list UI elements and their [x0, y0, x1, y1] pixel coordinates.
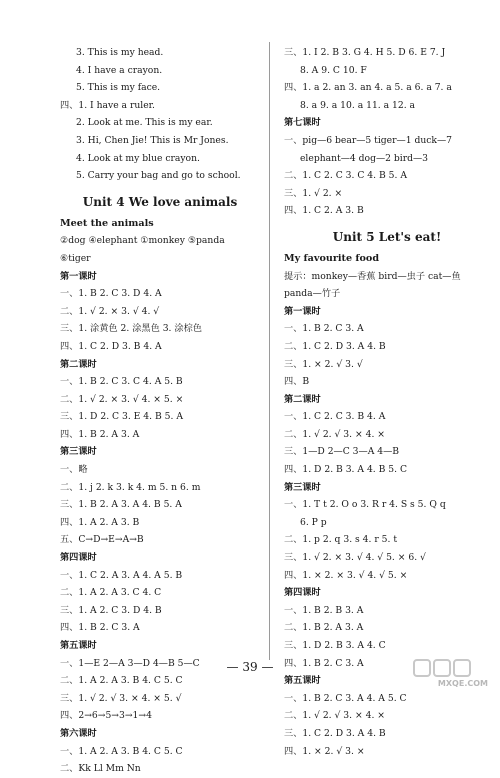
right-column — [284, 44, 490, 760]
answer-line: elephant—4 dog—2 bird—3 — [300, 152, 429, 164]
answer-line: 三、1—D 2—C 3—A 4—B — [284, 446, 400, 458]
lesson-heading: 第七课时 — [284, 117, 321, 129]
answer-line: 四、1. A 2. A 3. B — [60, 516, 140, 528]
answer-line: 四、B — [284, 376, 310, 388]
lesson-heading: 第三课时 — [60, 446, 97, 458]
answer-line: 二、1. j 2. k 3. k 4. m 5. n 6. m — [60, 481, 201, 493]
answer-line: 二、1. √ 2. × 3. √ 4. √ — [60, 305, 160, 317]
answer-line: 二、1. √ 2. √ 3. × 4. × — [284, 710, 385, 722]
answer-line: 三、1. × 2. √ 3. √ — [284, 358, 363, 370]
lesson-heading: 第二课时 — [60, 358, 97, 370]
lesson-heading: 第四课时 — [284, 587, 321, 599]
answer-line: 三、1. I 2. B 3. G 4. H 5. D 6. E 7. J — [284, 47, 446, 58]
answer-line: 8. a 9. a 10. a 11. a 12. a — [300, 99, 416, 111]
answer-line: 四、1. B 2. A 3. A — [60, 428, 140, 440]
unit-4-title: Unit 4 We love animals — [82, 194, 238, 209]
answer-line: 四、1. C 2. D 3. B 4. A — [60, 340, 162, 352]
answer-line: 一、1. B 2. B 3. A — [284, 604, 364, 616]
lesson-heading: 第三课时 — [284, 481, 321, 493]
lesson-heading: 第一课时 — [60, 270, 97, 282]
answer-line: 四、1. B 2. C 3. A — [60, 622, 140, 634]
answer-line: 一、1. A 2. A 3. B 4. C 5. C — [60, 745, 183, 757]
answer-line: 三、1. D 2. C 3. E 4. B 5. A — [60, 411, 183, 423]
answer-line: 3. This is my head. — [76, 47, 164, 58]
lesson-heading: 第五课时 — [60, 640, 97, 651]
lesson-heading: 第四课时 — [60, 552, 97, 564]
answer-line: 一、1—E 2—A 3—D 4—B 5—C — [60, 657, 200, 669]
lesson-heading: 第一课时 — [284, 305, 321, 317]
answer-line: ⑥tiger — [60, 252, 91, 264]
answer-line: 四、2→6→5→3→1→4 — [60, 710, 152, 722]
lesson-heading: 第五课时 — [284, 675, 321, 687]
answer-line: 二、1. A 2. A 3. C 4. C — [60, 587, 162, 599]
answer-line: 一、1. T t 2. O o 3. R r 4. S s 5. Q q — [284, 499, 446, 511]
answer-line: panda—竹子 — [284, 288, 341, 300]
answer-line: 4. Look at my blue crayon. — [76, 152, 200, 164]
answer-line: 一、略 — [60, 464, 88, 476]
answer-line: 二、1. √ 2. √ 3. × 4. × — [284, 428, 385, 440]
column-divider — [269, 42, 270, 660]
answer-line: 一、1. B 2. C 3. A 4. A 5. C — [284, 692, 407, 704]
answer-line: 一、pig—6 bear—5 tiger—1 duck—7 — [284, 134, 453, 146]
watermark-logo — [402, 658, 492, 688]
answer-line: 提示：monkey—香蕉 bird—虫子 cat—鱼 — [284, 270, 461, 282]
answer-line: 三、1. D 2. B 3. A 4. C — [284, 640, 386, 651]
answer-line: 3. Hi, Chen Jie! This is Mr Jones. — [76, 134, 229, 146]
watermark-text: MXQE.COM — [437, 679, 488, 688]
answer-line: 四、1. C 2. A 3. B — [284, 205, 364, 217]
answer-line: 二、1. A 2. A 3. B 4. C 5. C — [60, 675, 183, 687]
answer-line: 4. I have a crayon. — [76, 64, 163, 76]
answer-line: ②dog ④elephant ①monkey ⑤panda — [60, 235, 225, 247]
answer-line: 三、1. 涂黄色 2. 涂黑色 3. 涂棕色 — [60, 323, 202, 335]
answer-line: 二、1. C 2. C 3. C 4. B 5. A — [284, 170, 407, 182]
answer-line: 三、1. B 2. A 3. A 4. B 5. A — [60, 499, 182, 511]
answer-line: 二、1. √ 2. × 3. √ 4. × 5. × — [60, 393, 184, 405]
answer-line: 三、1. √ 2. × 3. √ 4. √ 5. × 6. √ — [284, 552, 426, 564]
answer-line: 四、1. a 2. an 3. an 4. a 5. a 6. a 7. a — [284, 82, 452, 94]
answer-line: 一、1. C 2. C 3. B 4. A — [284, 411, 386, 423]
unit-5-title: Unit 5 Let's eat! — [332, 229, 442, 244]
answer-line: 5. Carry your bag and go to school. — [76, 170, 241, 182]
answer-line: 四、1. B 2. C 3. A — [284, 657, 364, 669]
answer-line: 四、1. I have a ruler. — [60, 99, 155, 111]
answer-line: 三、1. A 2. C 3. D 4. B — [60, 604, 162, 616]
answer-line: 6. P p — [300, 516, 327, 528]
answer-line: 5. This is my face. — [76, 82, 161, 94]
lesson-heading: 第二课时 — [284, 393, 321, 405]
answer-line: 四、1. × 2. √ 3. × — [284, 745, 365, 757]
answer-line: 一、1. B 2. C 3. A — [284, 323, 364, 335]
answer-line: 四、1. D 2. B 3. A 4. B 5. C — [284, 464, 408, 476]
lesson-heading: 第六课时 — [60, 727, 97, 739]
answer-line: 五、C→D→E→A→B — [60, 534, 144, 546]
section-heading: My favourite food — [284, 252, 380, 264]
answer-line: 四、1. × 2. × 3. √ 4. √ 5. × — [284, 569, 408, 581]
answer-line: 一、1. C 2. A 3. A 4. A 5. B — [60, 569, 183, 581]
page-number: — 39 — — [226, 660, 274, 674]
answer-line: 一、1. B 2. C 3. D 4. A — [60, 288, 162, 300]
answer-line: 三、1. √ 2. √ 3. × 4. × 5. √ — [60, 692, 182, 704]
answer-line: 二、1. B 2. A 3. A — [284, 622, 364, 634]
answer-line: 二、1. p 2. q 3. s 4. r 5. t — [284, 534, 398, 546]
section-heading: Meet the animals — [60, 217, 154, 229]
answer-line: 8. A 9. C 10. F — [300, 64, 367, 76]
answer-line: 2. Look at me. This is my ear. — [76, 117, 213, 129]
answer-line: 二、Kk Ll Mm Nn — [60, 763, 141, 775]
answer-line: 三、1. C 2. D 3. A 4. B — [284, 727, 386, 739]
answer-line: 二、1. C 2. D 3. A 4. B — [284, 340, 386, 352]
answer-line: 一、1. B 2. C 3. C 4. A 5. B — [60, 376, 183, 388]
answer-line: 三、1. √ 2. × — [284, 187, 343, 199]
